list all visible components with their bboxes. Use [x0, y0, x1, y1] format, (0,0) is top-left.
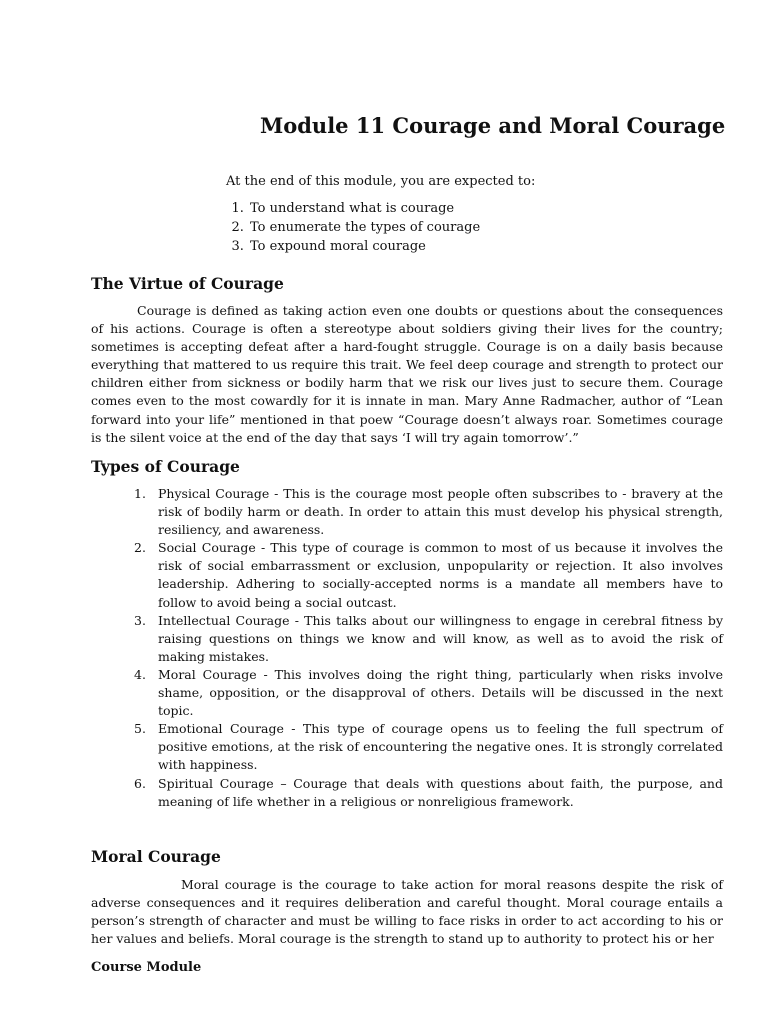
list-item-text: Spiritual Courage – Courage that deals with questions about faith, the purpose, and meaning of life whether in a religious or nonreligious framework. — [158, 775, 723, 809]
list-item — [134, 485, 723, 539]
list-item — [134, 775, 723, 811]
section-heading-types: Types of Courage — [91, 457, 240, 476]
list-item-number: 2. — [134, 540, 146, 556]
section-heading-moral: Moral Courage — [91, 847, 221, 866]
list-item-text: Physical Courage - This is the courage most people often subscribes to - bravery at the risk of bodily harm or death. In order to attain this must develop his physical strength, resiliency, and awareness. — [158, 486, 723, 538]
types-list — [134, 485, 723, 811]
objective-item: 2. To enumerate the types of courage — [248, 218, 726, 237]
list-item — [134, 666, 723, 720]
list-item-number: 4. — [134, 666, 146, 682]
moral-paragraph: Moral courage is the courage to take action for moral reasons despite the risk of adverse consequences and it requires deliberation and careful thought. Moral courage entails a person’s strength of character and must be willing to face risks in order to act according to his or her values and beliefs. Moral courage is the strength to stand up to authority to protect his or her — [91, 877, 723, 947]
list-item-text: Social Courage - This type of courage is common to most of us because it involves the risk of social embarrassment or exclusion, unpopularity or rejection. It also involves leadership. Adhering to socially-accepted norms is a mandate all members have to follow to avoid being a social outcast. — [158, 540, 723, 610]
list-item-text: Emotional Courage - This type of courage opens us to feeling the full spectrum of positive emotions, at the risk of encountering the negative ones. It is strongly correlated with happiness. — [158, 721, 723, 773]
list-item-number: 3. — [134, 612, 146, 628]
virtue-paragraph: Courage is defined as taking action even one doubts or questions about the consequences of his actions. Courage is often a stereotype about soldiers giving their lives for the country; sometimes is accepting defeat after a hard-fought struggle. Courage is on a daily basis because everything that mattered to us require this trait. We feel deep courage and strength to protect our children either from sickness or bodily harm that we risk our lives just to secure them. Courage comes even to the most cowardly for it is innate in man. Mary Anne Radmacher, author of “Lean forward into your life” mentioned in that poew “Courage doesn’t always roar. Sometimes courage is the silent voice at the end of the day that says ‘I will try again tomorrow’.” — [91, 303, 723, 445]
objectives-block — [226, 172, 726, 256]
list-item-text: Moral Courage - This involves doing the right thing, particularly when risks involve shame, opposition, or the disapproval of others. Details will be discussed in the next topic. — [158, 666, 723, 719]
list-item — [134, 720, 723, 774]
list-item — [134, 612, 723, 666]
objective-item: 3. To expound moral courage — [248, 237, 726, 256]
list-item-text: Intellectual Courage - This talks about our willingness to engage in cerebral fitness by raising questions on things we know and will know, as well as to avoid the risk of making mistakes. — [158, 612, 723, 664]
objective-item: 1. To understand what is courage — [248, 199, 726, 218]
list-item-number: 1. — [134, 486, 146, 501]
page-footer: Course Module — [91, 960, 202, 975]
module-title: Module 11 Courage and Moral Courage — [260, 113, 726, 138]
list-item — [134, 539, 723, 611]
objectives-intro: At the end of this module, you are expected to: — [226, 174, 536, 189]
section-heading-virtue: The Virtue of Courage — [91, 274, 284, 293]
list-item-number: 5. — [134, 721, 146, 737]
objectives-list — [226, 199, 726, 256]
list-item-number: 6. — [134, 775, 146, 791]
